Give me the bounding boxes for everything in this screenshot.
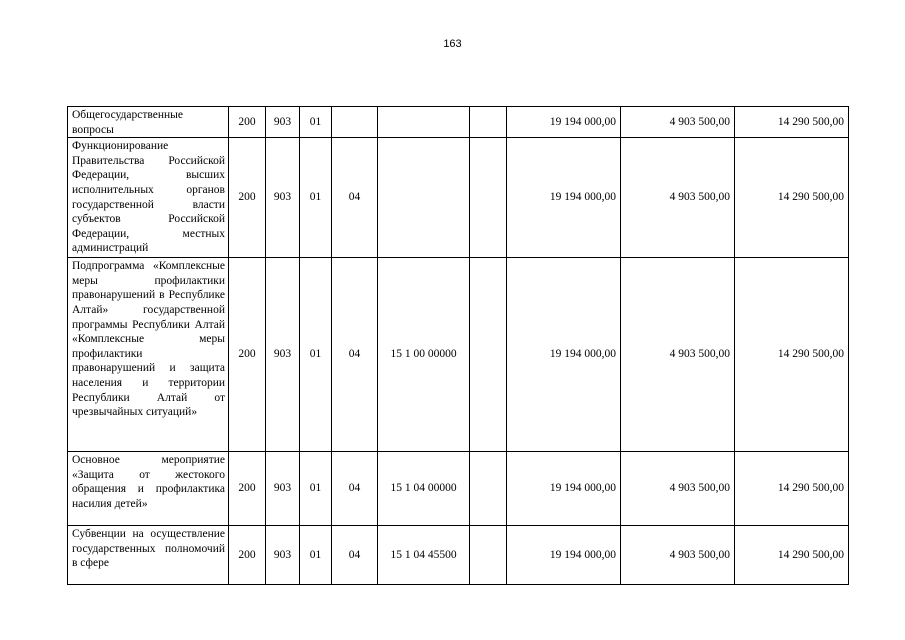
grbs-cell: 200: [229, 258, 266, 452]
item-name-line: профилактика насилия: [72, 483, 226, 510]
expense-type-cell: [470, 107, 507, 138]
item-name-line: чрезвычайных ситуаций»: [72, 406, 198, 419]
item-name-line: осуществление: [150, 528, 225, 541]
item-name-cell: [68, 258, 229, 452]
ministry-code-cell: 903: [266, 452, 300, 526]
expense-type-cell: [470, 452, 507, 526]
target-article-cell: [378, 107, 470, 138]
amount-1-cell: 4 903 500,00: [621, 258, 735, 452]
expense-type-cell: [470, 526, 507, 585]
subsection-cell: [332, 107, 378, 138]
target-article-cell: 15 1 00 00000: [378, 258, 470, 452]
item-name-line: «Защита от жестокого: [72, 468, 225, 481]
item-name-line: меры профилактики: [72, 333, 225, 360]
section-cell: 01: [300, 452, 332, 526]
item-name-line: Функционирование: [72, 140, 169, 153]
grbs-cell: 200: [229, 138, 266, 258]
target-article-cell: 15 1 04 45500: [378, 526, 470, 585]
item-name-line: Республике Алтай»: [72, 289, 225, 316]
amount-1-cell: 4 903 500,00: [621, 452, 735, 526]
subsection-cell: 04: [332, 526, 378, 585]
item-name-line: государственной: [143, 303, 225, 316]
page-number: 163: [443, 38, 462, 50]
item-name-line: государственных: [72, 542, 156, 555]
item-name-line: профилактики: [154, 274, 225, 287]
item-name-line: администраций: [72, 242, 149, 255]
section-cell: 01: [300, 107, 332, 138]
table-row: [68, 258, 849, 452]
item-name-line: правонарушений и защита: [72, 362, 225, 375]
ministry-code-cell: 903: [266, 107, 300, 138]
ministry-code-cell: 903: [266, 526, 300, 585]
item-name-cell: [68, 107, 229, 138]
item-name-line: детей»: [114, 497, 148, 510]
item-name-line: Федерации, местных: [72, 227, 225, 240]
section-cell: 01: [300, 138, 332, 258]
table-row: [68, 452, 849, 526]
item-name-line: Республики Алтай от: [72, 391, 225, 404]
target-article-cell: [378, 138, 470, 258]
target-article-cell: 15 1 04 00000: [378, 452, 470, 526]
item-name-cell: [68, 452, 229, 526]
amount-1-cell: 4 903 500,00: [621, 526, 735, 585]
item-name-line: Общегосударственные: [72, 109, 184, 121]
item-name-line: правонарушений в: [72, 289, 165, 302]
item-name-line: Федерации, высших: [72, 169, 225, 182]
amount-1-cell: 4 903 500,00: [621, 138, 735, 258]
item-name-line: населения и территории: [72, 376, 225, 389]
item-name-line: программы Республики: [72, 318, 190, 331]
item-name-line: полномочий в сфере: [72, 542, 225, 570]
item-name-line: Алтай «Комплексные: [72, 318, 226, 346]
item-name-line: субъектов Российской: [72, 213, 225, 226]
amount-total-cell: 19 194 000,00: [507, 138, 621, 258]
item-name-cell: [68, 526, 229, 585]
item-name-line: Подпрограмма: [72, 260, 145, 273]
item-name-line: «Комплексные меры: [72, 260, 225, 287]
item-name-cell: [68, 138, 229, 258]
ministry-code-cell: 903: [266, 258, 300, 452]
table-row: [68, 526, 849, 585]
subsection-cell: 04: [332, 138, 378, 258]
subsection-cell: 04: [332, 258, 378, 452]
grbs-cell: 200: [229, 526, 266, 585]
item-name-line: Правительства Российской: [72, 154, 225, 167]
amount-2-cell: 14 290 500,00: [735, 526, 849, 585]
item-name-line: исполнительных органов: [72, 183, 225, 196]
section-cell: 01: [300, 258, 332, 452]
item-name-line: Основное мероприятие: [72, 454, 225, 467]
section-cell: 01: [300, 526, 332, 585]
amount-total-cell: 19 194 000,00: [507, 107, 621, 138]
grbs-cell: 200: [229, 452, 266, 526]
subsection-cell: 04: [332, 452, 378, 526]
budget-table: [67, 106, 849, 585]
item-name-line: Субвенции на: [72, 528, 144, 541]
amount-total-cell: 19 194 000,00: [507, 452, 621, 526]
table-row: [68, 138, 849, 258]
amount-2-cell: 14 290 500,00: [735, 258, 849, 452]
expense-type-cell: [470, 258, 507, 452]
amount-2-cell: 14 290 500,00: [735, 138, 849, 258]
amount-2-cell: 14 290 500,00: [735, 107, 849, 138]
item-name-line: обращения и: [72, 483, 144, 496]
item-name-line: государственной власти: [72, 198, 225, 211]
table-row: [68, 107, 849, 138]
grbs-cell: 200: [229, 107, 266, 138]
amount-total-cell: 19 194 000,00: [507, 258, 621, 452]
amount-2-cell: 14 290 500,00: [735, 452, 849, 526]
amount-1-cell: 4 903 500,00: [621, 107, 735, 138]
ministry-code-cell: 903: [266, 138, 300, 258]
expense-type-cell: [470, 138, 507, 258]
amount-total-cell: 19 194 000,00: [507, 526, 621, 585]
item-name-line: вопросы: [72, 123, 114, 136]
